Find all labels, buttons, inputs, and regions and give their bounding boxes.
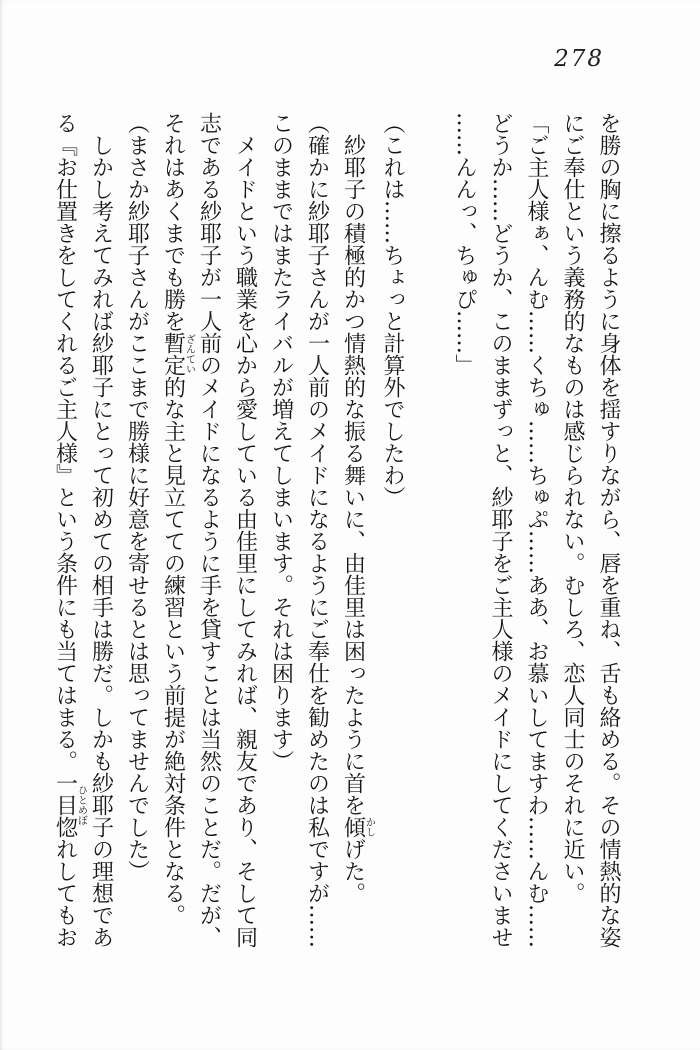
paragraph: （まさか紗耶子さんがここまで勝様に好意を寄せるとは思ってませんでした） — [124, 112, 150, 882]
ruby-annotated-word: 傾かし — [340, 816, 375, 838]
paragraph: （確かに紗耶子さんが一人前のメイドになるようにご奉仕を勧めたのは私ですが……このままではまたライバルが増えてしまいます。それは困ります） — [268, 112, 330, 948]
ruby-annotated-word: 一目惚ひとめぼ — [52, 772, 87, 838]
paragraph: メイドという職業を心から愛している由佳里にしてみれば、親友であり、そして同志である紗耶子が一人前のメイドになるように手を貸すことは当然のことだ。だが、それはあくまでも勝を暫定ざんてい的な主と見立てての練習という前提が絶対条件となる。 — [160, 112, 258, 948]
body-text — [47, 112, 627, 948]
paragraph: しかし考えてみれば紗耶子にとって初めての相手は勝だ。しかも紗耶子の理想である『お仕置きをしてくれるご主人様』という条件にも当てはまる。一目惚ひとめぼれしてもお — [52, 112, 114, 948]
paragraph: 「ご主人様ぁ、んむ……くちゅ……ちゅぷ……ああ、お慕いしてますわ……んむ……どうか……どうか、このままずっと、紗耶子をご主人様のメイドにしてくださいませ……んんっ、ちゅぴ……」 — [452, 112, 549, 948]
ruby-annotated-word: 暫定ざんてい — [160, 332, 195, 376]
paragraph: （これは……ちょっと計算外でしたわ） — [380, 112, 405, 508]
page-number: 278 — [554, 46, 604, 72]
paragraph: 紗耶子の積極的かつ情熱的な振る舞いに、由佳里は困ったように首を傾かしげた。 — [340, 134, 375, 904]
paragraph: を勝の胸に擦るように身体を揺すりながら、唇を重ね、舌も絡める。その情熱的な姿にご奉仕という義務的なものは感じられない。むしろ、恋人同士のそれに近い。 — [560, 112, 621, 948]
